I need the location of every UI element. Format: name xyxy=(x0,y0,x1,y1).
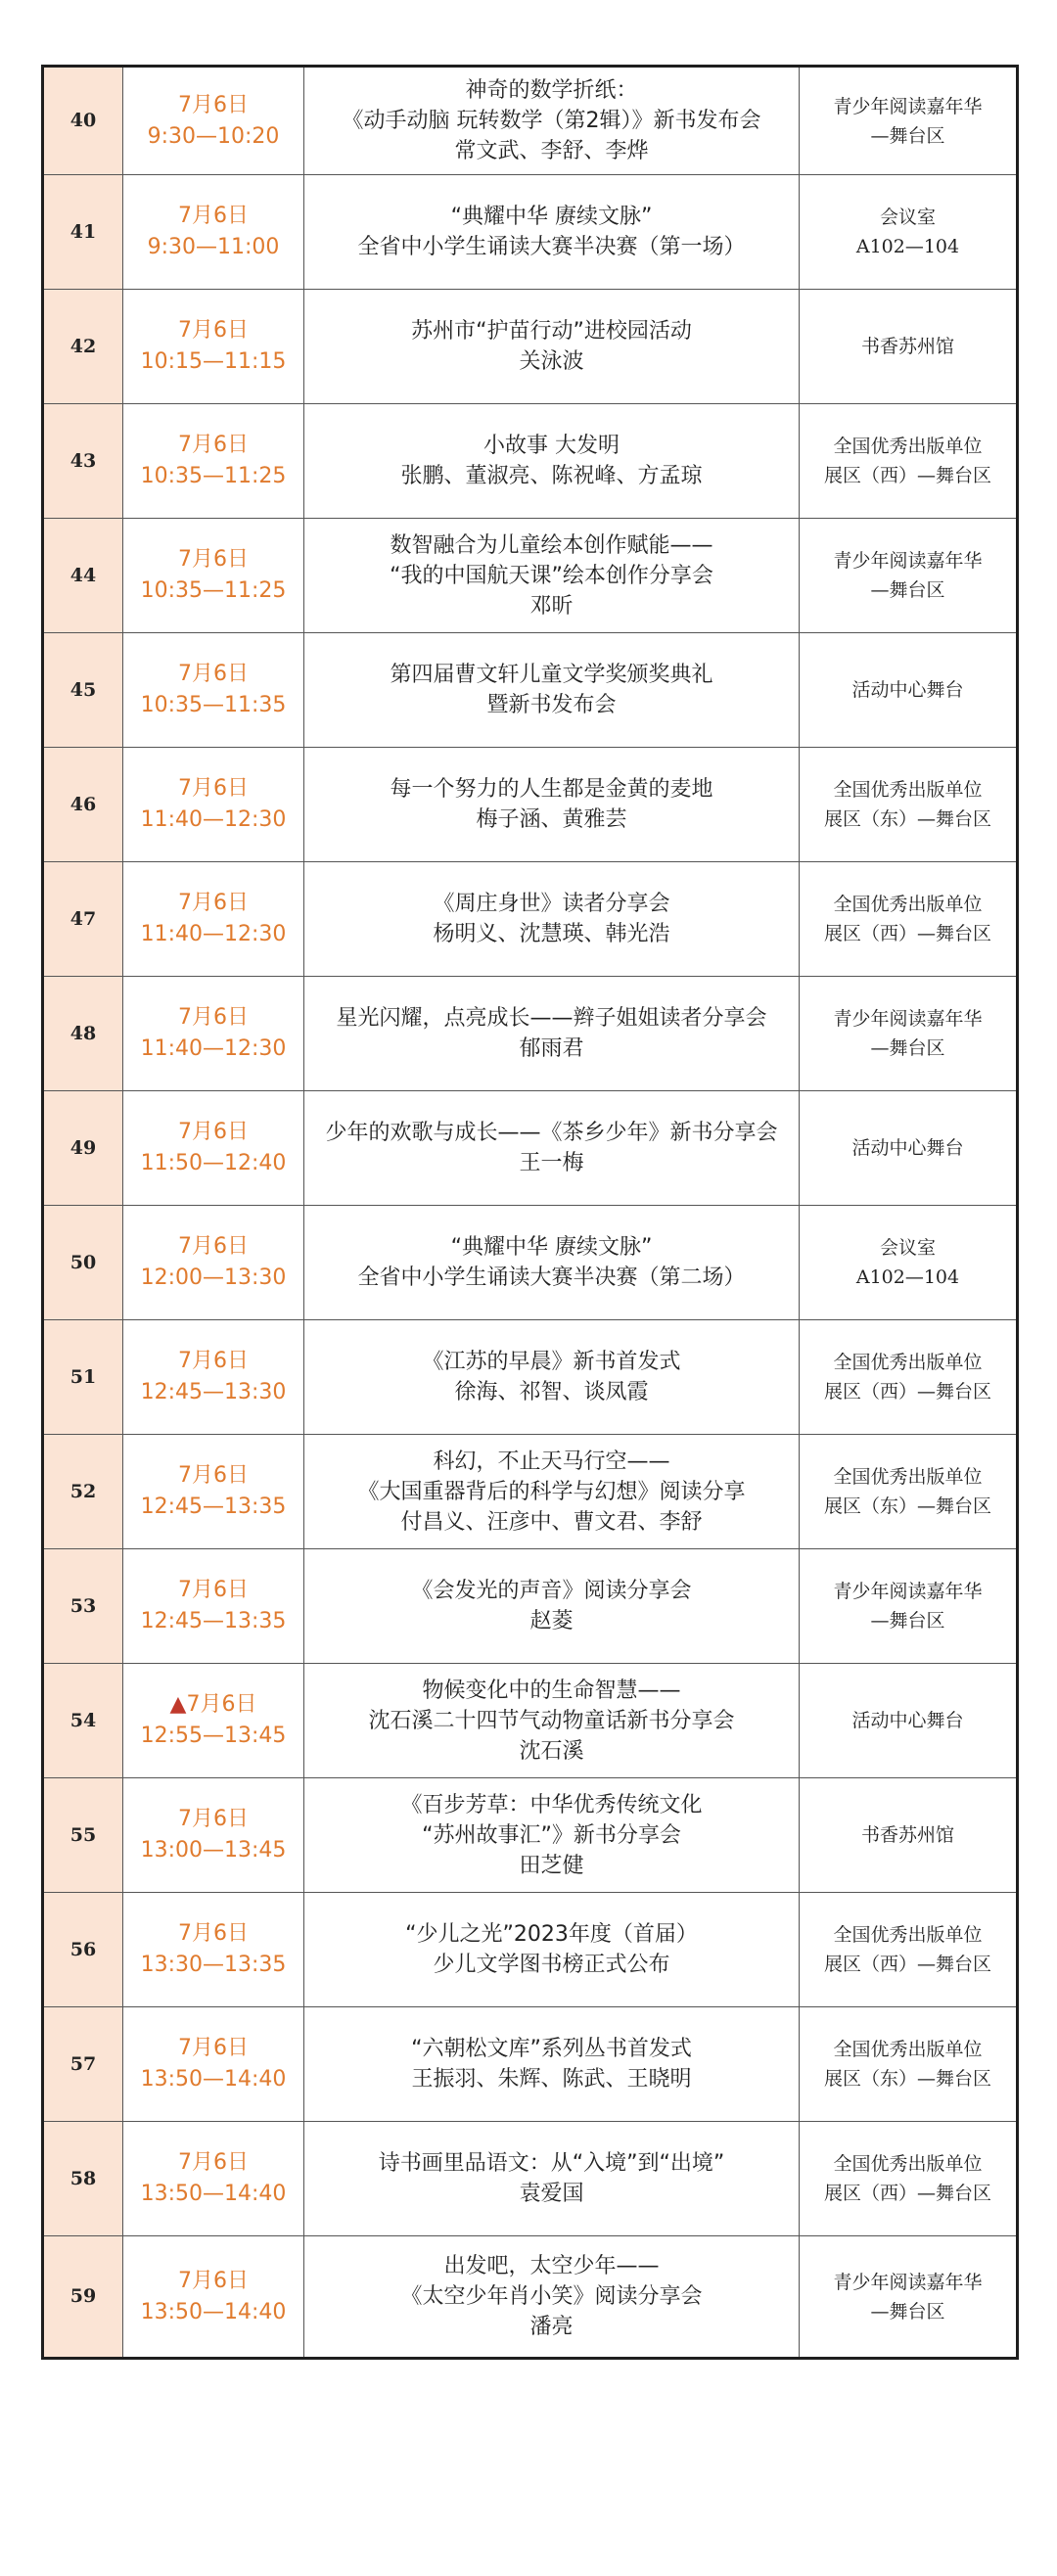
table-row xyxy=(43,1549,1018,1664)
venue-line: —舞台区 xyxy=(870,579,945,601)
event-line: 《周庄身世》读者分享会 xyxy=(433,892,670,916)
venue-line: 活动中心舞台 xyxy=(851,1137,964,1159)
event-line: 物候变化中的生命智慧—— xyxy=(422,1678,681,1703)
time-cell xyxy=(123,2122,304,2236)
table-row xyxy=(43,67,1018,175)
venue-line: 展区（西）—舞台区 xyxy=(823,465,991,486)
event-cell xyxy=(304,2007,800,2122)
event-line: 神奇的数学折纸： xyxy=(465,78,638,103)
venue-line: 全国优秀出版单位 xyxy=(833,436,983,457)
event-line: 《动手动脑 玩转数学（第2辑）》新书发布会 xyxy=(342,109,761,133)
event-line: 张鹏、董淑亮、陈祝峰、方孟琼 xyxy=(400,464,703,488)
time-cell xyxy=(123,2236,304,2359)
event-line: 星光闪耀，点亮成长——辫子姐姐读者分享会 xyxy=(336,1006,767,1031)
venue-line: 会议室 xyxy=(879,207,936,228)
venue-line: —舞台区 xyxy=(870,1037,945,1059)
event-line: 少年的欢歌与成长——《茶乡少年》新书分享会 xyxy=(325,1121,778,1145)
row-number: 48 xyxy=(43,977,123,1091)
venue-line: 青少年阅读嘉年华 xyxy=(833,550,983,572)
table-row xyxy=(43,1664,1018,1778)
venue-line: 全国优秀出版单位 xyxy=(833,2153,983,2175)
event-time-range: 11:50—12:40 xyxy=(140,1151,287,1175)
time-cell xyxy=(123,633,304,748)
schedule-body xyxy=(43,67,1018,2359)
event-time-range: 11:40—12:30 xyxy=(140,922,287,946)
row-number: 54 xyxy=(43,1664,123,1778)
event-line: 诗书画里品语文：从“入境”到“出境” xyxy=(378,2151,725,2176)
venue-line: 全国优秀出版单位 xyxy=(833,779,983,801)
row-number: 51 xyxy=(43,1320,123,1435)
table-row xyxy=(43,404,1018,519)
table-row xyxy=(43,1893,1018,2007)
row-number: 52 xyxy=(43,1435,123,1549)
warning-triangle-icon: ▲ xyxy=(169,1692,187,1717)
table-row xyxy=(43,977,1018,1091)
time-cell xyxy=(123,67,304,175)
event-cell xyxy=(304,1778,800,1893)
time-cell xyxy=(123,519,304,633)
time-cell xyxy=(123,1549,304,1664)
venue-cell xyxy=(800,67,1018,175)
venue-line: 青少年阅读嘉年华 xyxy=(833,1008,983,1030)
venue-cell xyxy=(800,290,1018,404)
row-number: 57 xyxy=(43,2007,123,2122)
event-date: 7月6日 xyxy=(178,2150,249,2175)
event-time-range: 13:50—14:40 xyxy=(140,2067,287,2092)
row-number: 56 xyxy=(43,1893,123,2007)
event-cell xyxy=(304,2236,800,2359)
event-line: 全省中小学生诵读大赛半决赛（第二场） xyxy=(357,1265,746,1290)
event-date: 7月6日 xyxy=(178,1234,249,1259)
table-row xyxy=(43,862,1018,977)
event-line: 沈石溪二十四节气动物童话新书分享会 xyxy=(368,1708,735,1733)
row-number: 47 xyxy=(43,862,123,977)
venue-cell xyxy=(800,404,1018,519)
event-time-range: 12:00—13:30 xyxy=(140,1265,287,1290)
table-row xyxy=(43,290,1018,404)
event-line: “我的中国航天课”绘本创作分享会 xyxy=(390,563,713,588)
event-cell xyxy=(304,519,800,633)
table-row xyxy=(43,175,1018,290)
event-cell xyxy=(304,977,800,1091)
event-line: 杨明义、沈慧瑛、韩光浩 xyxy=(433,922,670,946)
time-cell xyxy=(123,748,304,862)
time-cell xyxy=(123,1778,304,1893)
event-cell xyxy=(304,633,800,748)
venue-cell xyxy=(800,1893,1018,2007)
time-cell xyxy=(123,2007,304,2122)
venue-line: 会议室 xyxy=(879,1237,936,1259)
event-date: 7月6日 xyxy=(178,433,249,457)
schedule-table xyxy=(41,65,1019,2360)
row-number: 43 xyxy=(43,404,123,519)
event-time-range: 11:40—12:30 xyxy=(140,807,287,832)
event-time-range: 13:50—14:40 xyxy=(140,2299,287,2324)
event-date: 7月6日 xyxy=(178,1120,249,1144)
event-cell xyxy=(304,1435,800,1549)
event-cell xyxy=(304,175,800,290)
event-line: 付昌义、汪彦中、曹文君、李舒 xyxy=(400,1509,703,1535)
event-date: 7月6日 xyxy=(178,2268,249,2293)
event-cell xyxy=(304,1320,800,1435)
venue-line: 展区（西）—舞台区 xyxy=(823,1954,991,1975)
event-line: 潘亮 xyxy=(529,2315,574,2339)
time-cell xyxy=(123,1664,304,1778)
event-time-range: 10:35—11:35 xyxy=(140,693,287,717)
time-cell xyxy=(123,1320,304,1435)
time-cell xyxy=(123,1893,304,2007)
event-cell xyxy=(304,1549,800,1664)
event-line: “少儿之光”2023年度（首届） xyxy=(405,1922,698,1947)
event-time-range: 13:00—13:45 xyxy=(140,1838,287,1863)
table-row xyxy=(43,633,1018,748)
event-cell xyxy=(304,1664,800,1778)
venue-cell xyxy=(800,748,1018,862)
event-time-range: 10:35—11:25 xyxy=(140,464,287,488)
venue-line: A102—104 xyxy=(855,236,960,257)
event-line: 常文武、李舒、李烨 xyxy=(454,139,649,163)
venue-line: 青少年阅读嘉年华 xyxy=(833,95,983,117)
event-line: 每一个努力的人生都是金黄的麦地 xyxy=(390,777,713,802)
venue-line: 书香苏州馆 xyxy=(860,1824,954,1846)
table-row xyxy=(43,1320,1018,1435)
event-date: 7月6日 xyxy=(178,547,249,572)
table-row xyxy=(43,519,1018,633)
row-number: 41 xyxy=(43,175,123,290)
venue-line: 全国优秀出版单位 xyxy=(833,1924,983,1946)
time-cell xyxy=(123,1206,304,1320)
event-cell xyxy=(304,1091,800,1206)
venue-line: 活动中心舞台 xyxy=(851,679,964,701)
event-line: 出发吧，太空少年—— xyxy=(443,2254,660,2278)
venue-line: —舞台区 xyxy=(870,1610,945,1632)
time-cell xyxy=(123,290,304,404)
event-date: 7月6日 xyxy=(178,1463,249,1488)
venue-cell xyxy=(800,1206,1018,1320)
venue-cell xyxy=(800,977,1018,1091)
event-cell xyxy=(304,1206,800,1320)
venue-cell xyxy=(800,1664,1018,1778)
venue-cell xyxy=(800,1435,1018,1549)
event-line: 暨新书发布会 xyxy=(486,693,617,717)
venue-line: A102—104 xyxy=(855,1266,960,1288)
event-date: 7月6日 xyxy=(178,204,249,228)
venue-cell xyxy=(800,862,1018,977)
venue-line: 书香苏州馆 xyxy=(860,336,954,357)
venue-line: 展区（东）—舞台区 xyxy=(823,808,991,830)
venue-line: —舞台区 xyxy=(870,2300,945,2323)
event-line: “苏州故事汇”》新书分享会 xyxy=(422,1822,681,1848)
time-cell xyxy=(123,862,304,977)
event-line: “典耀中华 赓续文脉” xyxy=(450,205,653,229)
event-line: 第四届曹文轩儿童文学奖颁奖典礼 xyxy=(390,663,713,687)
event-line: 赵菱 xyxy=(529,1609,574,1633)
venue-cell xyxy=(800,633,1018,748)
event-cell xyxy=(304,290,800,404)
event-line: 王振羽、朱辉、陈武、王晓明 xyxy=(411,2067,692,2092)
event-line: 田芝健 xyxy=(519,1853,584,1878)
event-line: 梅子涵、黄雅芸 xyxy=(476,807,627,832)
event-date: 7月6日 xyxy=(178,1807,249,1831)
event-date: 7月6日 xyxy=(178,2036,249,2060)
venue-cell xyxy=(800,1778,1018,1893)
event-time-range: 10:35—11:25 xyxy=(140,578,287,603)
venue-cell xyxy=(800,2007,1018,2122)
event-date: 7月6日 xyxy=(178,891,249,915)
venue-line: 全国优秀出版单位 xyxy=(833,894,983,915)
event-date: 7月6日 xyxy=(178,662,249,686)
venue-cell xyxy=(800,1549,1018,1664)
event-cell xyxy=(304,2122,800,2236)
event-time-range: 12:45—13:35 xyxy=(140,1609,287,1633)
event-cell xyxy=(304,404,800,519)
event-date: 7月6日 xyxy=(178,92,249,117)
venue-line: 全国优秀出版单位 xyxy=(833,1466,983,1488)
venue-line: 全国优秀出版单位 xyxy=(833,2039,983,2060)
venue-line: 活动中心舞台 xyxy=(851,1710,964,1731)
row-number: 44 xyxy=(43,519,123,633)
event-line: 《江苏的早晨》新书首发式 xyxy=(422,1350,681,1374)
venue-cell xyxy=(800,1320,1018,1435)
event-date: 7月6日 xyxy=(186,1692,257,1717)
venue-cell xyxy=(800,2122,1018,2236)
venue-line: 展区（西）—舞台区 xyxy=(823,1381,991,1403)
table-row xyxy=(43,1091,1018,1206)
venue-line: 全国优秀出版单位 xyxy=(833,1352,983,1373)
event-time-range: 12:55—13:45 xyxy=(140,1724,287,1748)
table-row xyxy=(43,1435,1018,1549)
row-number: 42 xyxy=(43,290,123,404)
venue-line: 展区（西）—舞台区 xyxy=(823,2183,991,2204)
venue-cell xyxy=(800,519,1018,633)
event-line: 郁雨君 xyxy=(519,1036,584,1061)
venue-line: 青少年阅读嘉年华 xyxy=(833,1581,983,1602)
venue-line: 展区（东）—舞台区 xyxy=(823,2068,991,2090)
row-number: 55 xyxy=(43,1778,123,1893)
row-number: 58 xyxy=(43,2122,123,2236)
event-line: 沈石溪 xyxy=(519,1738,584,1764)
event-line: 《会发光的声音》阅读分享会 xyxy=(411,1579,692,1603)
event-line: 《百步芳草：中华优秀传统文化 xyxy=(400,1792,703,1817)
event-line: 徐海、祁智、谈凤霞 xyxy=(454,1380,649,1404)
event-line: 小故事 大发明 xyxy=(483,434,620,458)
table-row xyxy=(43,2122,1018,2236)
event-line: 邓昕 xyxy=(529,593,574,619)
event-date: 7月6日 xyxy=(178,318,249,343)
venue-cell xyxy=(800,1091,1018,1206)
event-time-range: 13:30—13:35 xyxy=(140,1953,287,1977)
event-time-range: 12:45—13:35 xyxy=(140,1495,287,1519)
event-time-range: 9:30—10:20 xyxy=(147,123,280,149)
event-line: 全省中小学生诵读大赛半决赛（第一场） xyxy=(357,235,746,259)
event-cell xyxy=(304,748,800,862)
event-cell xyxy=(304,67,800,175)
table-row xyxy=(43,1206,1018,1320)
event-time-range: 12:45—13:30 xyxy=(140,1380,287,1404)
event-date: 7月6日 xyxy=(178,1921,249,1946)
row-number: 59 xyxy=(43,2236,123,2359)
venue-line: 青少年阅读嘉年华 xyxy=(833,2271,983,2293)
event-line: 《大国重器背后的科学与幻想》阅读分享 xyxy=(357,1479,746,1504)
venue-line: 展区（东）—舞台区 xyxy=(823,1495,991,1517)
event-time-range: 13:50—14:40 xyxy=(140,2182,287,2206)
event-time-range: 11:40—12:30 xyxy=(140,1036,287,1061)
time-cell xyxy=(123,1091,304,1206)
time-cell xyxy=(123,404,304,519)
event-time-range: 10:15—11:15 xyxy=(140,349,287,374)
time-cell xyxy=(123,1435,304,1549)
row-number: 40 xyxy=(43,67,123,175)
table-row xyxy=(43,748,1018,862)
event-time-range: 9:30—11:00 xyxy=(147,235,280,259)
event-line: 袁爱国 xyxy=(519,2182,584,2206)
row-number: 49 xyxy=(43,1091,123,1206)
row-number: 50 xyxy=(43,1206,123,1320)
table-row xyxy=(43,2007,1018,2122)
row-number: 53 xyxy=(43,1549,123,1664)
row-number: 46 xyxy=(43,748,123,862)
event-line: 关泳波 xyxy=(519,349,584,374)
event-cell xyxy=(304,1893,800,2007)
event-date: 7月6日 xyxy=(178,1578,249,1602)
time-cell xyxy=(123,977,304,1091)
event-date: 7月6日 xyxy=(178,776,249,801)
time-cell xyxy=(123,175,304,290)
venue-line: —舞台区 xyxy=(870,124,945,147)
event-line: 数智融合为儿童绘本创作赋能—— xyxy=(390,532,713,558)
event-cell xyxy=(304,862,800,977)
row-number: 45 xyxy=(43,633,123,748)
event-date: 7月6日 xyxy=(178,1349,249,1373)
event-line: “典耀中华 赓续文脉” xyxy=(450,1235,653,1260)
event-line: 苏州市“护苗行动”进校园活动 xyxy=(411,319,692,344)
table-row xyxy=(43,2236,1018,2359)
venue-cell xyxy=(800,2236,1018,2359)
event-line: 王一梅 xyxy=(519,1151,584,1175)
venue-cell xyxy=(800,175,1018,290)
event-line: 科幻，不止天马行空—— xyxy=(433,1449,670,1474)
table-row xyxy=(43,1778,1018,1893)
event-line: “六朝松文库”系列丛书首发式 xyxy=(411,2037,692,2061)
venue-line: 展区（西）—舞台区 xyxy=(823,923,991,944)
event-date: 7月6日 xyxy=(178,1005,249,1030)
event-line: 少儿文学图书榜正式公布 xyxy=(433,1953,670,1977)
event-line: 《太空少年肖小笑》阅读分享会 xyxy=(400,2284,703,2309)
